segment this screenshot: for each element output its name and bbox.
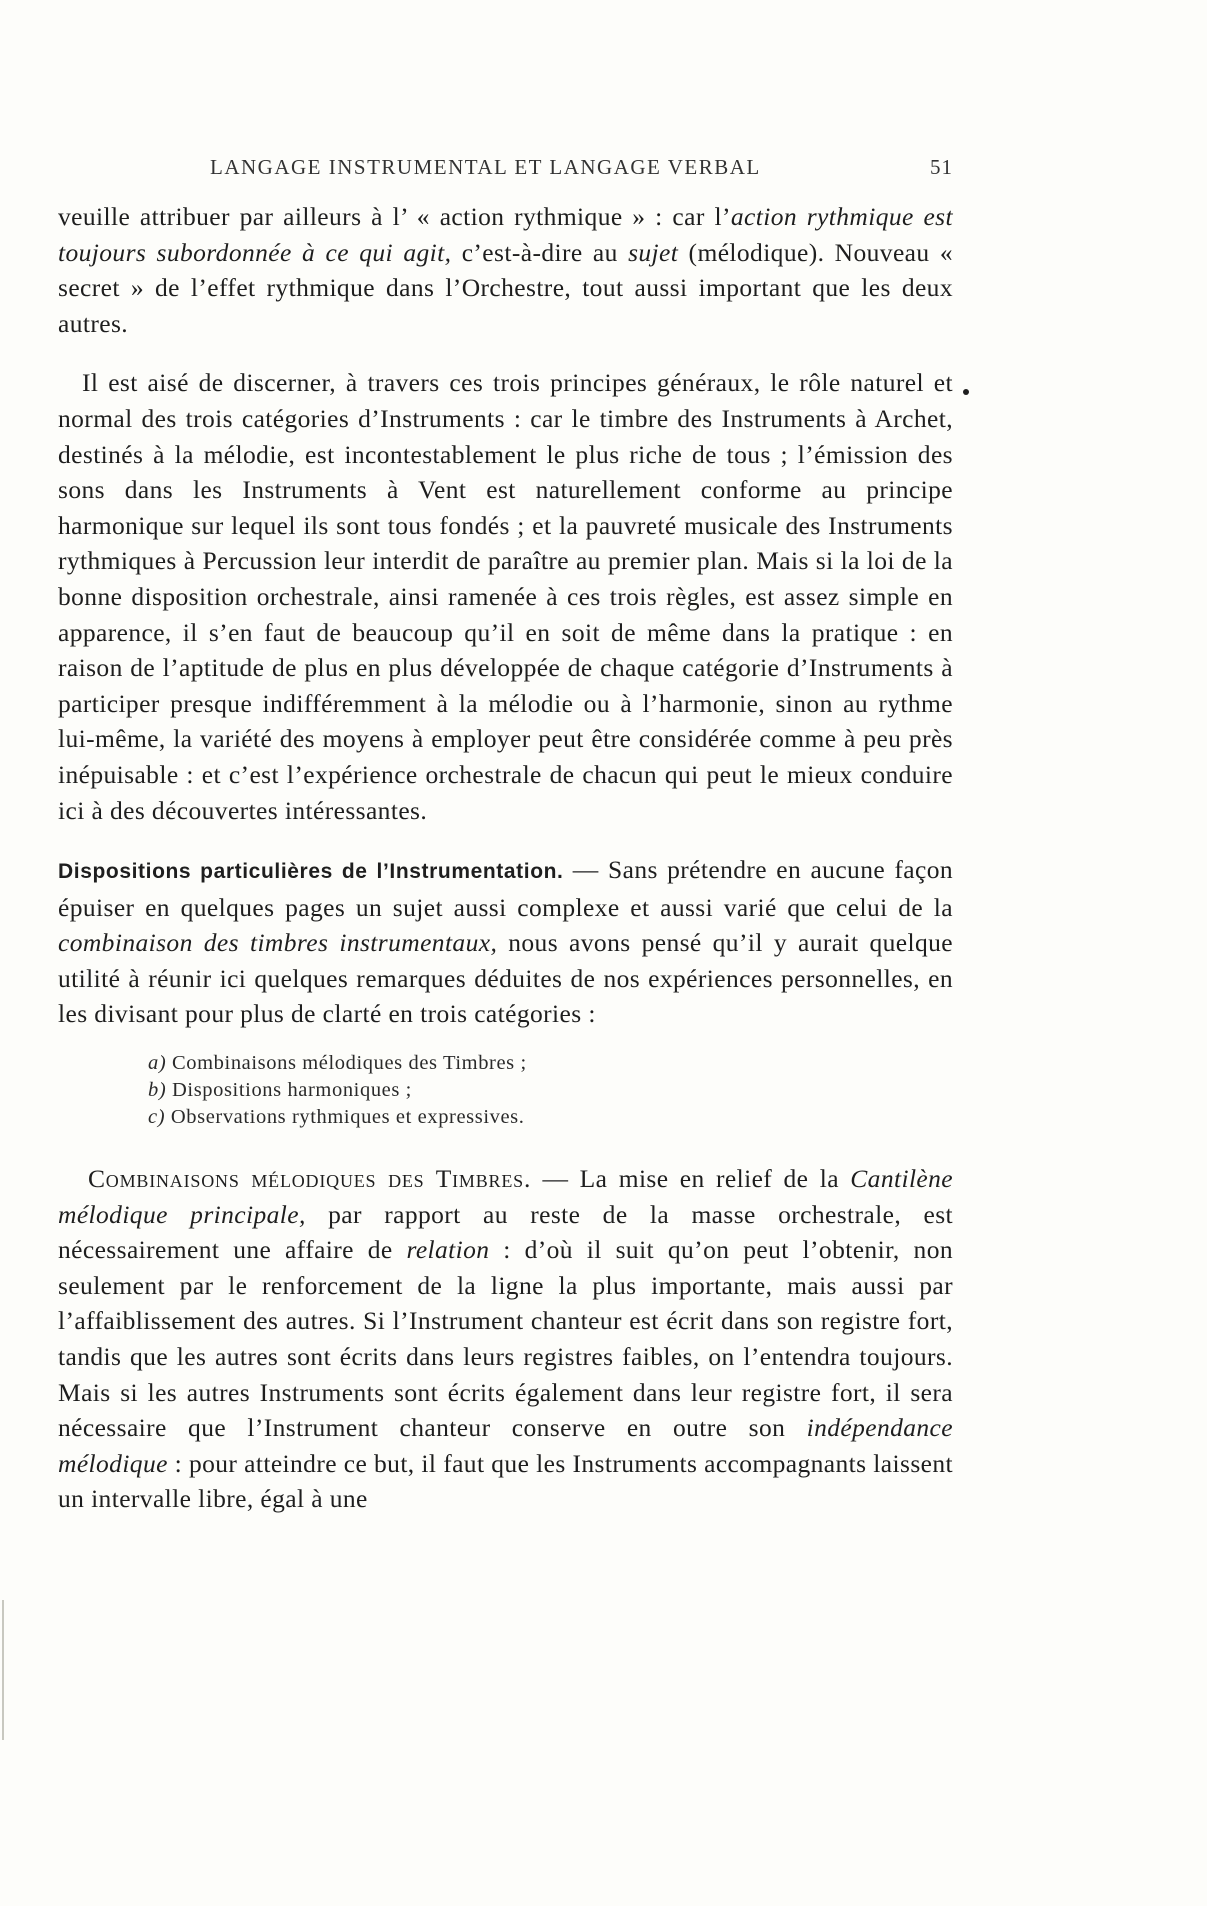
page-edge-mark	[2, 1600, 4, 1740]
section-heading-dispositions: Dispositions particulières de l’Instrumentation.	[58, 860, 564, 884]
paragraph-3-text-1: — Sans prétendre en aucune façon épuiser en quelques pages un sujet aussi complexe et aussi varié que celui de la	[58, 855, 954, 922]
list-item-text: Observations rythmiques et expressives.	[165, 1106, 525, 1129]
paragraph-3-text-2: nous avons pensé qu’il y aurait quelque utilité à réunir ici quelques remarques déduites de nos expériences personnelles, en les divisant pour plus de clarté en trois catégories :	[58, 928, 954, 1029]
list-item	[148, 1050, 953, 1077]
paragraph-4-italic-1: Cantilène mélodique principale,	[58, 1164, 954, 1229]
paragraph-3	[58, 852, 953, 1032]
margin-dot-mark	[963, 389, 969, 395]
running-head	[58, 155, 953, 189]
paragraph-4-italic-3: indépendance mélodique	[58, 1413, 953, 1478]
paragraph-4-text-2: par rapport au reste de la masse orchestrale, est nécessairement une affaire de	[58, 1199, 953, 1265]
list-item	[148, 1077, 953, 1104]
paragraph-1-text-1: veuille attribuer par ailleurs à l’ « action rythmique » : car l’	[58, 202, 731, 231]
running-head-title: LANGAGE INSTRUMENTAL ET LANGAGE VERBAL	[210, 155, 761, 179]
paragraph-1	[58, 199, 953, 341]
list-item-marker: b)	[148, 1079, 167, 1102]
paragraph-3-italic-1: combinaison des timbres instrumentaux,	[58, 928, 498, 958]
book-page	[58, 155, 953, 1517]
paragraph-1-italic-1: action rythmique est toujours subordonnée à ce qui agit,	[58, 202, 953, 267]
paragraph-4-text-1: — La mise en relief de la	[531, 1164, 851, 1194]
paragraph-4-text-4: : pour atteindre ce but, il faut que les Instruments accompagnants laissent un intervalle libre, égal à une	[58, 1448, 953, 1514]
categories-list	[148, 1050, 953, 1131]
paragraph-1-text-3: (mélodique). Nouveau « secret » de l’effet rythmique dans l’Orchestre, tout aussi important que les deux autres.	[58, 237, 953, 338]
paragraph-4-text-3: : d’où il suit qu’on peut l’obtenir, non seulement par le renforcement de la ligne la plus importante, mais aussi par l’affaiblissement des autres. Si l’Instrument chanteur est écrit dans son registre fort, tandis que les autres sont écrits dans leurs registres faibles, on l’entendra toujours. Mais si les autres Instruments sont écrits également dans leur registre fort, il sera nécessaire que l’Instrument chanteur conserve en outre son	[58, 1235, 953, 1443]
paragraph-2: Il est aisé de discerner, à travers ces trois principes généraux, le rôle naturel et normal des trois catégories d’Instruments : car le timbre des Instruments à Archet, destinés à la mélodie, est incontestablement le plus riche de tous ; l’émission des sons dans les Instruments à Vent est naturellement conforme au principe harmonique sur lequel ils sont tous fondés ; et la pauvreté musicale des Instruments rythmiques à Percussion leur interdit de paraître au premier plan. Mais si la loi de la bonne disposition orchestrale, ainsi ramenée à ces trois règles, est assez simple en apparence, il s’en faut de beaucoup qu’il en soit de même dans la pratique : en raison de l’aptitude de plus en plus développée de chaque catégorie d’Instruments à participer presque indifféremment à la mélodie ou à l’harmonie, sinon au rythme lui-même, la variété des moyens à employer peut être considérée comme à peu près inépuisable : et c’est l’expérience orchestrale de chacun qui peut le mieux conduire ici à des découvertes intéressantes.	[58, 368, 953, 825]
paragraph-4-italic-2: relation	[406, 1235, 490, 1265]
page-number: 51	[930, 155, 953, 179]
list-item-marker: c)	[148, 1106, 166, 1129]
list-item-text: Combinaisons mélodiques des Timbres ;	[166, 1052, 527, 1075]
section-heading-combinaisons: Combinaisons mélodiques des Timbres.	[88, 1164, 532, 1194]
list-item	[148, 1104, 953, 1131]
paragraph-1-text-2: c’est-à-dire au	[451, 237, 629, 267]
paragraph-1-italic-2: sujet	[628, 237, 679, 267]
list-item-text: Dispositions harmoniques ;	[166, 1079, 412, 1102]
list-item-marker: a)	[148, 1052, 167, 1075]
paragraph-4	[58, 1161, 953, 1517]
